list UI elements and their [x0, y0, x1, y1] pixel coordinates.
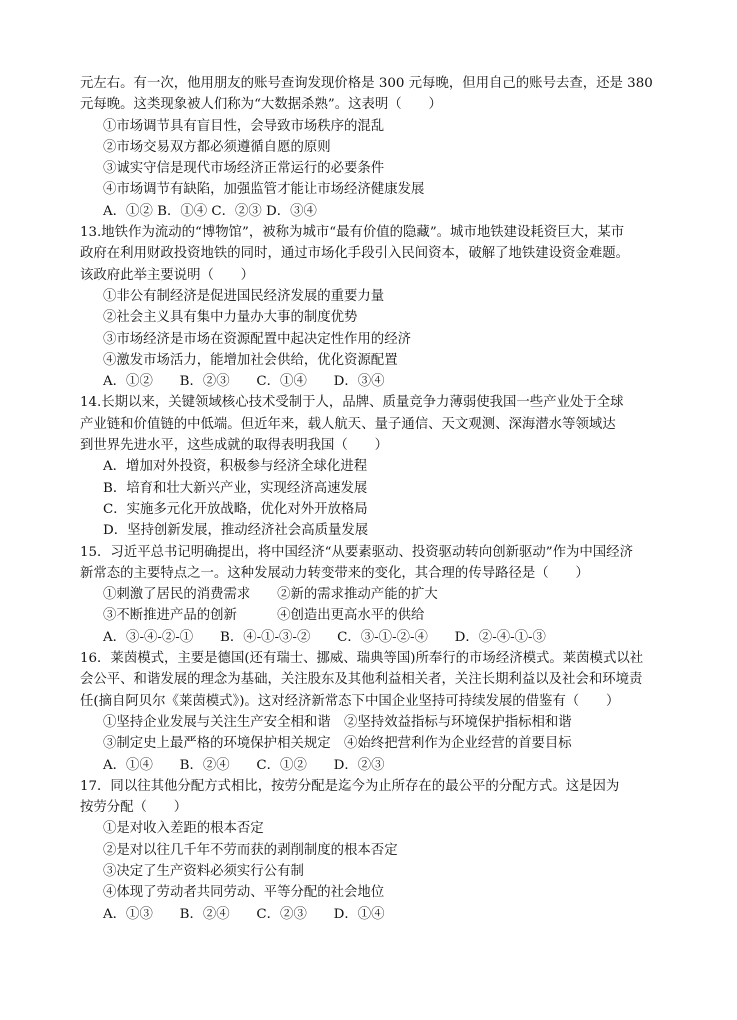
q14-option-a: A．增加对外投资，积极参与经济全球化进程 [103, 459, 368, 475]
q12-statement-2: ②市场交易双方都必须遵循自愿的原则 [103, 139, 331, 155]
q12-statement-1: ①市场调节具有盲目性，会导致市场秩序的混乱 [103, 118, 385, 134]
q16-stem-line-2: 会公平、和谐发展的理念为基础，关注股东及其他利益相关者，关注长期利益以及社会和环境责 [80, 672, 643, 688]
q17-choices: A．①③ B．②④ C．②③ D．①④ [103, 906, 385, 922]
q12-stem-line-2: 元每晚。这类现象被人们称为“大数据杀熟”。这表明（ ） [80, 97, 442, 113]
q15-statements-line-2: ③不断推进产品的创新 ④创造出更高水平的供给 [103, 608, 425, 624]
q12-choices: A．①② B．①④ C．②③ D．③④ [103, 203, 317, 219]
q13-stem-line-1: 13.地铁作为流动的“博物馆”，被称为城市“最有价值的隐藏”。城市地铁建设耗资巨大，某市 [80, 225, 625, 241]
question-12 [80, 73, 720, 222]
q17-statement-4: ④体现了劳动者共同劳动、平等分配的社会地位 [103, 885, 385, 901]
q13-stem-line-3: 该政府此举主要说明（ ） [80, 267, 255, 283]
q14-option-d: D．坚持创新发展，推动经济社会高质量发展 [103, 523, 369, 539]
question-15 [80, 542, 720, 648]
q15-choices: A．③-④-②-① B．④-①-③-② C．③-①-②-④ D．②-④-①-③ [103, 629, 546, 645]
q13-choices: A．①② B．②③ C．①④ D．③④ [103, 374, 385, 390]
q12-stem-line-1: 元左右。有一次，他用朋友的账号查询发现价格是 300 元每晚，但用自己的账号去查，还是 380 [80, 76, 653, 91]
q17-statement-1: ①是对收入差距的根本否定 [103, 821, 264, 837]
q14-stem-line-1: 14.长期以来，关键领域核心技术受制于人，品牌、质量竞争力薄弱使我国一些产业处于全球 [80, 395, 624, 411]
q12-statement-4: ④市场调节有缺陷，加强监管才能让市场经济健康发展 [103, 182, 425, 198]
q14-option-b: B．培育和壮大新兴产业，实现经济高速发展 [103, 480, 368, 496]
q17-stem-line-2: 按劳分配（ ） [80, 800, 188, 816]
q13-stem-line-2: 政府在利用财政投资地铁的同时，通过市场化手段引入民间资本，破解了地铁建设资金难题。 [80, 246, 630, 262]
q14-stem-line-2: 产业链和价值链的中低端。但近年来，载人航天、量子通信、天文观测、深海潜水等领域达 [80, 416, 616, 432]
q13-statement-4: ④激发市场活力，能增加社会供给，优化资源配置 [103, 352, 398, 368]
q15-stem-line-2: 新常态的主要特点之一。这种发展动力转变带来的变化，其合理的传导路径是（ ） [80, 565, 589, 581]
question-13 [80, 222, 720, 392]
question-17 [80, 776, 720, 925]
q14-stem-line-3: 到世界先进水平，这些成就的取得表明我国（ ） [80, 438, 388, 454]
q13-statement-1: ①非公有制经济是促进国民经济发展的重要力量 [103, 288, 385, 304]
q14-option-c: C．实施多元化开放战略，优化对外开放格局 [103, 501, 368, 517]
q17-statement-2: ②是对以往几千年不劳而获的剥削制度的根本否定 [103, 842, 398, 858]
q16-statements-line-1: ①坚持企业发展与关注生产安全相和谐 ②坚持效益指标与环境保护指标相和谐 [103, 714, 572, 730]
q16-choices: A．①④ B．②④ C．①② D．②③ [103, 757, 385, 773]
q16-statements-line-2: ③制定史上最严格的环境保护相关规定 ④始终把营利作为企业经营的首要目标 [103, 736, 572, 752]
q16-stem-line-1: 16．莱茵模式，主要是德国(还有瑞士、挪威、瑞典等国)所奉行的市场经济模式。莱茵模式以社 [80, 651, 644, 667]
question-14 [80, 392, 720, 541]
q16-stem-line-3: 任(摘自阿贝尔《莱茵模式》)。这对经济新常态下中国企业坚持可持续发展的借鉴有（ ） [80, 693, 620, 709]
q17-stem-line-1: 17．同以往其他分配方式相比，按劳分配是迄今为止所存在的最公平的分配方式。这是因为 [80, 778, 620, 794]
q13-statement-3: ③市场经济是市场在资源配置中起决定性作用的经济 [103, 331, 411, 347]
page-content [80, 73, 720, 925]
q15-statements-line-1: ①刺激了居民的消费需求 ②新的需求推动产能的扩大 [103, 587, 438, 603]
q12-statement-3: ③诚实守信是现代市场经济正常运行的必要条件 [103, 161, 385, 177]
q15-stem-line-1: 15．习近平总书记明确提出，将中国经济“从要素驱动、投资驱动转向创新驱动”作为中国经济 [80, 544, 633, 560]
question-16 [80, 648, 720, 776]
q13-statement-2: ②社会主义具有集中力量办大事的制度优势 [103, 310, 358, 326]
q17-statement-3: ③决定了生产资料必须实行公有制 [103, 863, 304, 879]
